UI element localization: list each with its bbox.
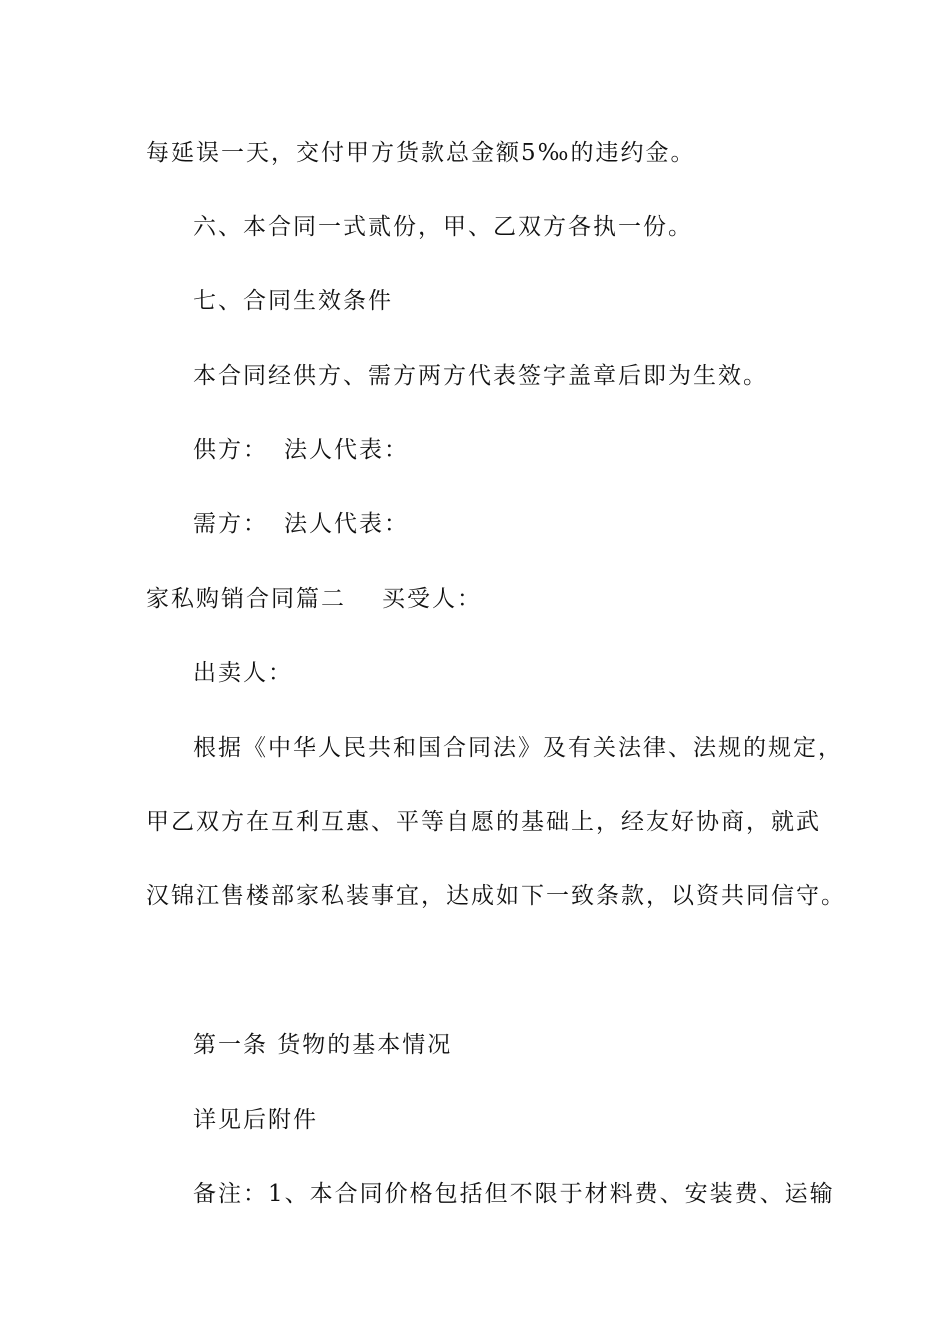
text-line: 本合同经供方、需方两方代表签字盖章后即为生效。 [193,363,768,389]
buyer-label: 需方： [193,511,268,537]
text-line: 甲乙双方在互利互惠、平等自愿的基础上，经友好协商，就武 [146,809,821,835]
purchaser-label: 买受人： [382,586,482,612]
legal-rep-label: 法人代表： [284,511,409,537]
contract-title-line [146,584,482,614]
signature-line-supplier [193,435,409,465]
text-line: 备注：1、本合同价格包括但不限于材料费、安装费、运输 [193,1181,835,1207]
signature-line-buyer [193,509,409,539]
text-line: 每延误一天，交付甲方货款总金额5‰的违约金。 [146,140,696,166]
text-line: 六、本合同一式贰份，甲、乙双方各执一份。 [193,214,693,240]
article-heading: 第一条 货物的基本情况 [193,1032,453,1058]
contract-title: 家私购销合同篇二 [146,586,346,612]
text-line: 汉锦江售楼部家私装事宜，达成如下一致条款，以资共同信守。 [146,883,846,909]
text-line: 根据《中华人民共和国合同法》及有关法律、法规的规定， [193,735,843,761]
section-heading: 七、合同生效条件 [193,288,393,314]
supplier-label: 供方： [193,437,268,463]
seller-label: 出卖人： [193,660,293,686]
text-line: 详见后附件 [193,1107,318,1133]
legal-rep-label: 法人代表： [284,437,409,463]
